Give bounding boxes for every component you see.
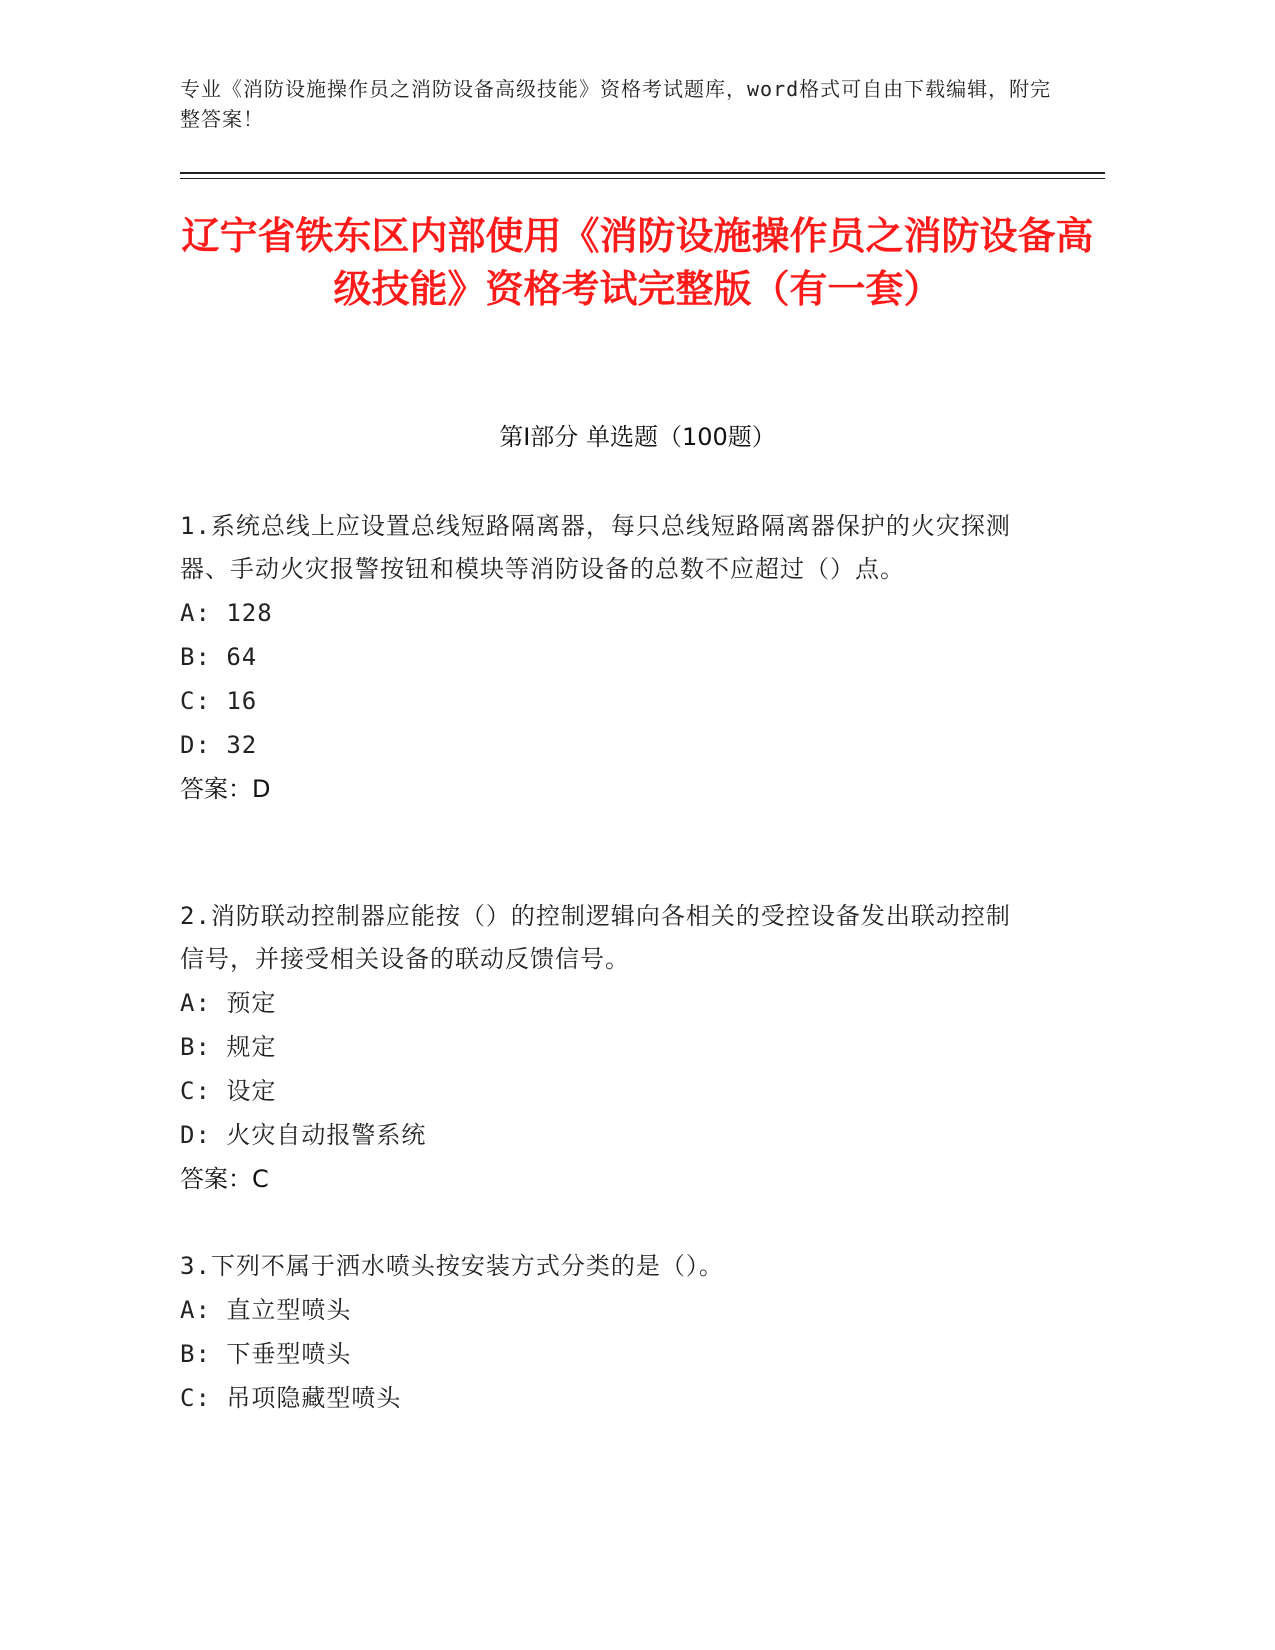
question-stem: 1.系统总线上应设置总线短路隔离器，每只总线短路隔离器保护的火灾探测器、手动火灾报警按钮和模块等消防设备的总数不应超过（）点。 [180, 512, 1011, 583]
option-b: B: 规定 [180, 1033, 277, 1061]
header-divider-thick [180, 172, 1105, 174]
option-a: A: 预定 [180, 989, 277, 1017]
header-note: 专业《消防设施操作员之消防设备高级技能》资格考试题库，word格式可自由下载编辑，附完整答案！ [180, 77, 1052, 131]
question-stem: 2.消防联动控制器应能按（）的控制逻辑向各相关的受控设备发出联动控制信号，并接受相关设备的联动反馈信号。 [180, 902, 1011, 973]
option-d: D: 32 [180, 731, 258, 759]
option-c: C: 设定 [180, 1077, 277, 1105]
option-b: B: 下垂型喷头 [180, 1340, 352, 1368]
option-c: C: 16 [180, 687, 258, 715]
document-title: 辽宁省铁东区内部使用《消防设施操作员之消防设备高级技能》资格考试完整版（有一套） [181, 214, 1094, 311]
option-a: A: 直立型喷头 [180, 1296, 352, 1324]
question-stem: 3.下列不属于洒水喷头按安装方式分类的是（）。 [180, 1252, 724, 1280]
option-a: A: 128 [180, 599, 273, 627]
answer-line: 答案：C [180, 1165, 269, 1193]
option-c: C: 吊项隐藏型喷头 [180, 1384, 402, 1412]
question-3 [180, 1245, 1030, 1420]
option-d: D: 火灾自动报警系统 [180, 1121, 427, 1149]
answer-line: 答案：D [180, 775, 271, 803]
section-title: 第Ⅰ部分 单选题（100题） [499, 423, 776, 451]
option-b: B: 64 [180, 643, 258, 671]
question-2 [180, 895, 1030, 1201]
header-divider-thin [180, 178, 1105, 179]
question-1 [180, 505, 1030, 811]
